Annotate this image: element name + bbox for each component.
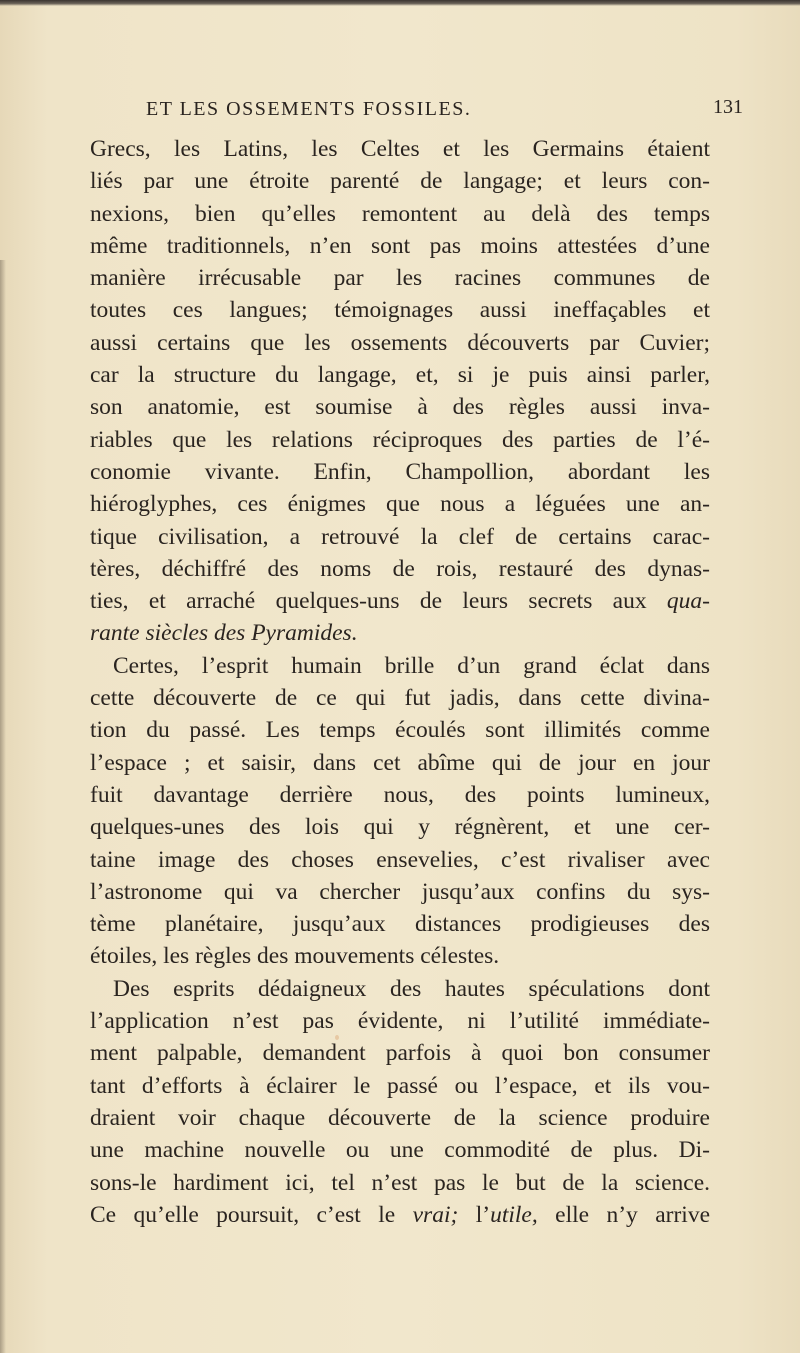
text-line: manière irrécusable par les racines communes de	[90, 265, 710, 292]
text-line: hiéroglyphes, ces énigmes que nous a léguées une an-	[90, 491, 710, 518]
paragraph-2	[90, 650, 710, 973]
paragraph-3	[90, 973, 710, 1231]
text-line: quelques-unes des lois qui y régnèrent, et une cer-	[90, 814, 710, 841]
text-line: draient voir chaque découverte de la science produire	[90, 1104, 710, 1131]
text-line: Des esprits dédaigneux des hautes spéculations dont	[113, 975, 710, 1002]
text-line	[90, 585, 710, 617]
text-line: sons-le hardiment ici, tel n’est pas le but de la science.	[90, 1169, 710, 1196]
body-text	[90, 133, 710, 1231]
text-line: l’espace ; et saisir, dans cet abîme qui de jour en jour	[90, 749, 710, 776]
text-line: Certes, l’esprit humain brille d’un grand éclat dans	[113, 652, 710, 679]
text-line: riables que les relations réciproques des parties de l’é-	[90, 426, 710, 453]
text-line: cette découverte de ce qui fut jadis, dans cette divina-	[90, 685, 710, 712]
paragraph-1	[90, 133, 710, 650]
text-line: tème planétaire, jusqu’aux distances prodigieuses des	[90, 911, 710, 938]
page-top-edge	[0, 0, 800, 6]
text-line: ment palpable, demandent parfois à quoi bon consumer	[90, 1040, 710, 1067]
text-line: tion du passé. Les temps écoulés sont illimités comme	[90, 717, 710, 744]
text-line: étoiles, les règles des mouvements célestes.	[90, 943, 500, 970]
text-line	[90, 1199, 710, 1231]
text-line: toutes ces langues; témoignages aussi ineffaçables et	[90, 297, 710, 324]
text-fragment: ties, et arraché quelques-uns de leurs secrets aux	[90, 588, 667, 615]
text-line: son anatomie, est soumise à des règles aussi inva-	[90, 394, 710, 421]
text-line: l’application n’est pas évidente, ni l’utilité immédiate-	[90, 1008, 710, 1035]
italic-fragment: qua-	[666, 588, 710, 615]
text-line: car la structure du langage, et, si je puis ainsi parler,	[90, 362, 710, 389]
text-line: conomie vivante. Enfin, Champollion, abordant les	[90, 458, 710, 485]
text-line: Grecs, les Latins, les Celtes et les Germains étaient	[90, 136, 710, 162]
text-fragment: l’	[458, 1201, 491, 1228]
text-line: tique civilisation, a retrouvé la clef de certains carac-	[90, 523, 710, 550]
italic-fragment: vrai;	[412, 1201, 459, 1228]
text-line: liés par une étroite parenté de langage; et leurs con-	[90, 168, 710, 195]
text-line: tères, déchiffré des noms de rois, restauré des dynas-	[90, 555, 710, 582]
italic-fragment: utile,	[490, 1201, 538, 1228]
text-line: tant d’efforts à éclairer le passé ou l’espace, et ils vou-	[90, 1072, 710, 1099]
running-header: ET LES OSSEMENTS FOSSILES.	[146, 98, 472, 120]
text-line	[90, 617, 710, 649]
text-line: même traditionnels, n’en sont pas moins attestées d’une	[90, 232, 710, 259]
text-line: une machine nouvelle ou une commodité de plus. Di-	[90, 1137, 710, 1164]
text-line: l’astronome qui va chercher jusqu’aux confins du sys-	[90, 878, 710, 905]
italic-fragment: rante siècles des Pyramides.	[90, 620, 358, 647]
text-line: aussi certains que les ossements découverts par Cuvier;	[90, 329, 710, 356]
text-fragment: Ce qu’elle poursuit, c’est le	[90, 1201, 413, 1228]
text-fragment: elle n’y arrive	[537, 1201, 710, 1228]
text-line: taine image des choses ensevelies, c’est rivaliser avec	[90, 846, 710, 873]
text-line: fuit davantage derrière nous, des points lumineux,	[90, 781, 710, 808]
text-line: nexions, bien qu’elles remontent au delà des temps	[90, 200, 710, 227]
binding-shadow	[0, 260, 6, 1353]
paper-speck	[335, 1035, 339, 1040]
page-number: 131	[713, 96, 743, 118]
